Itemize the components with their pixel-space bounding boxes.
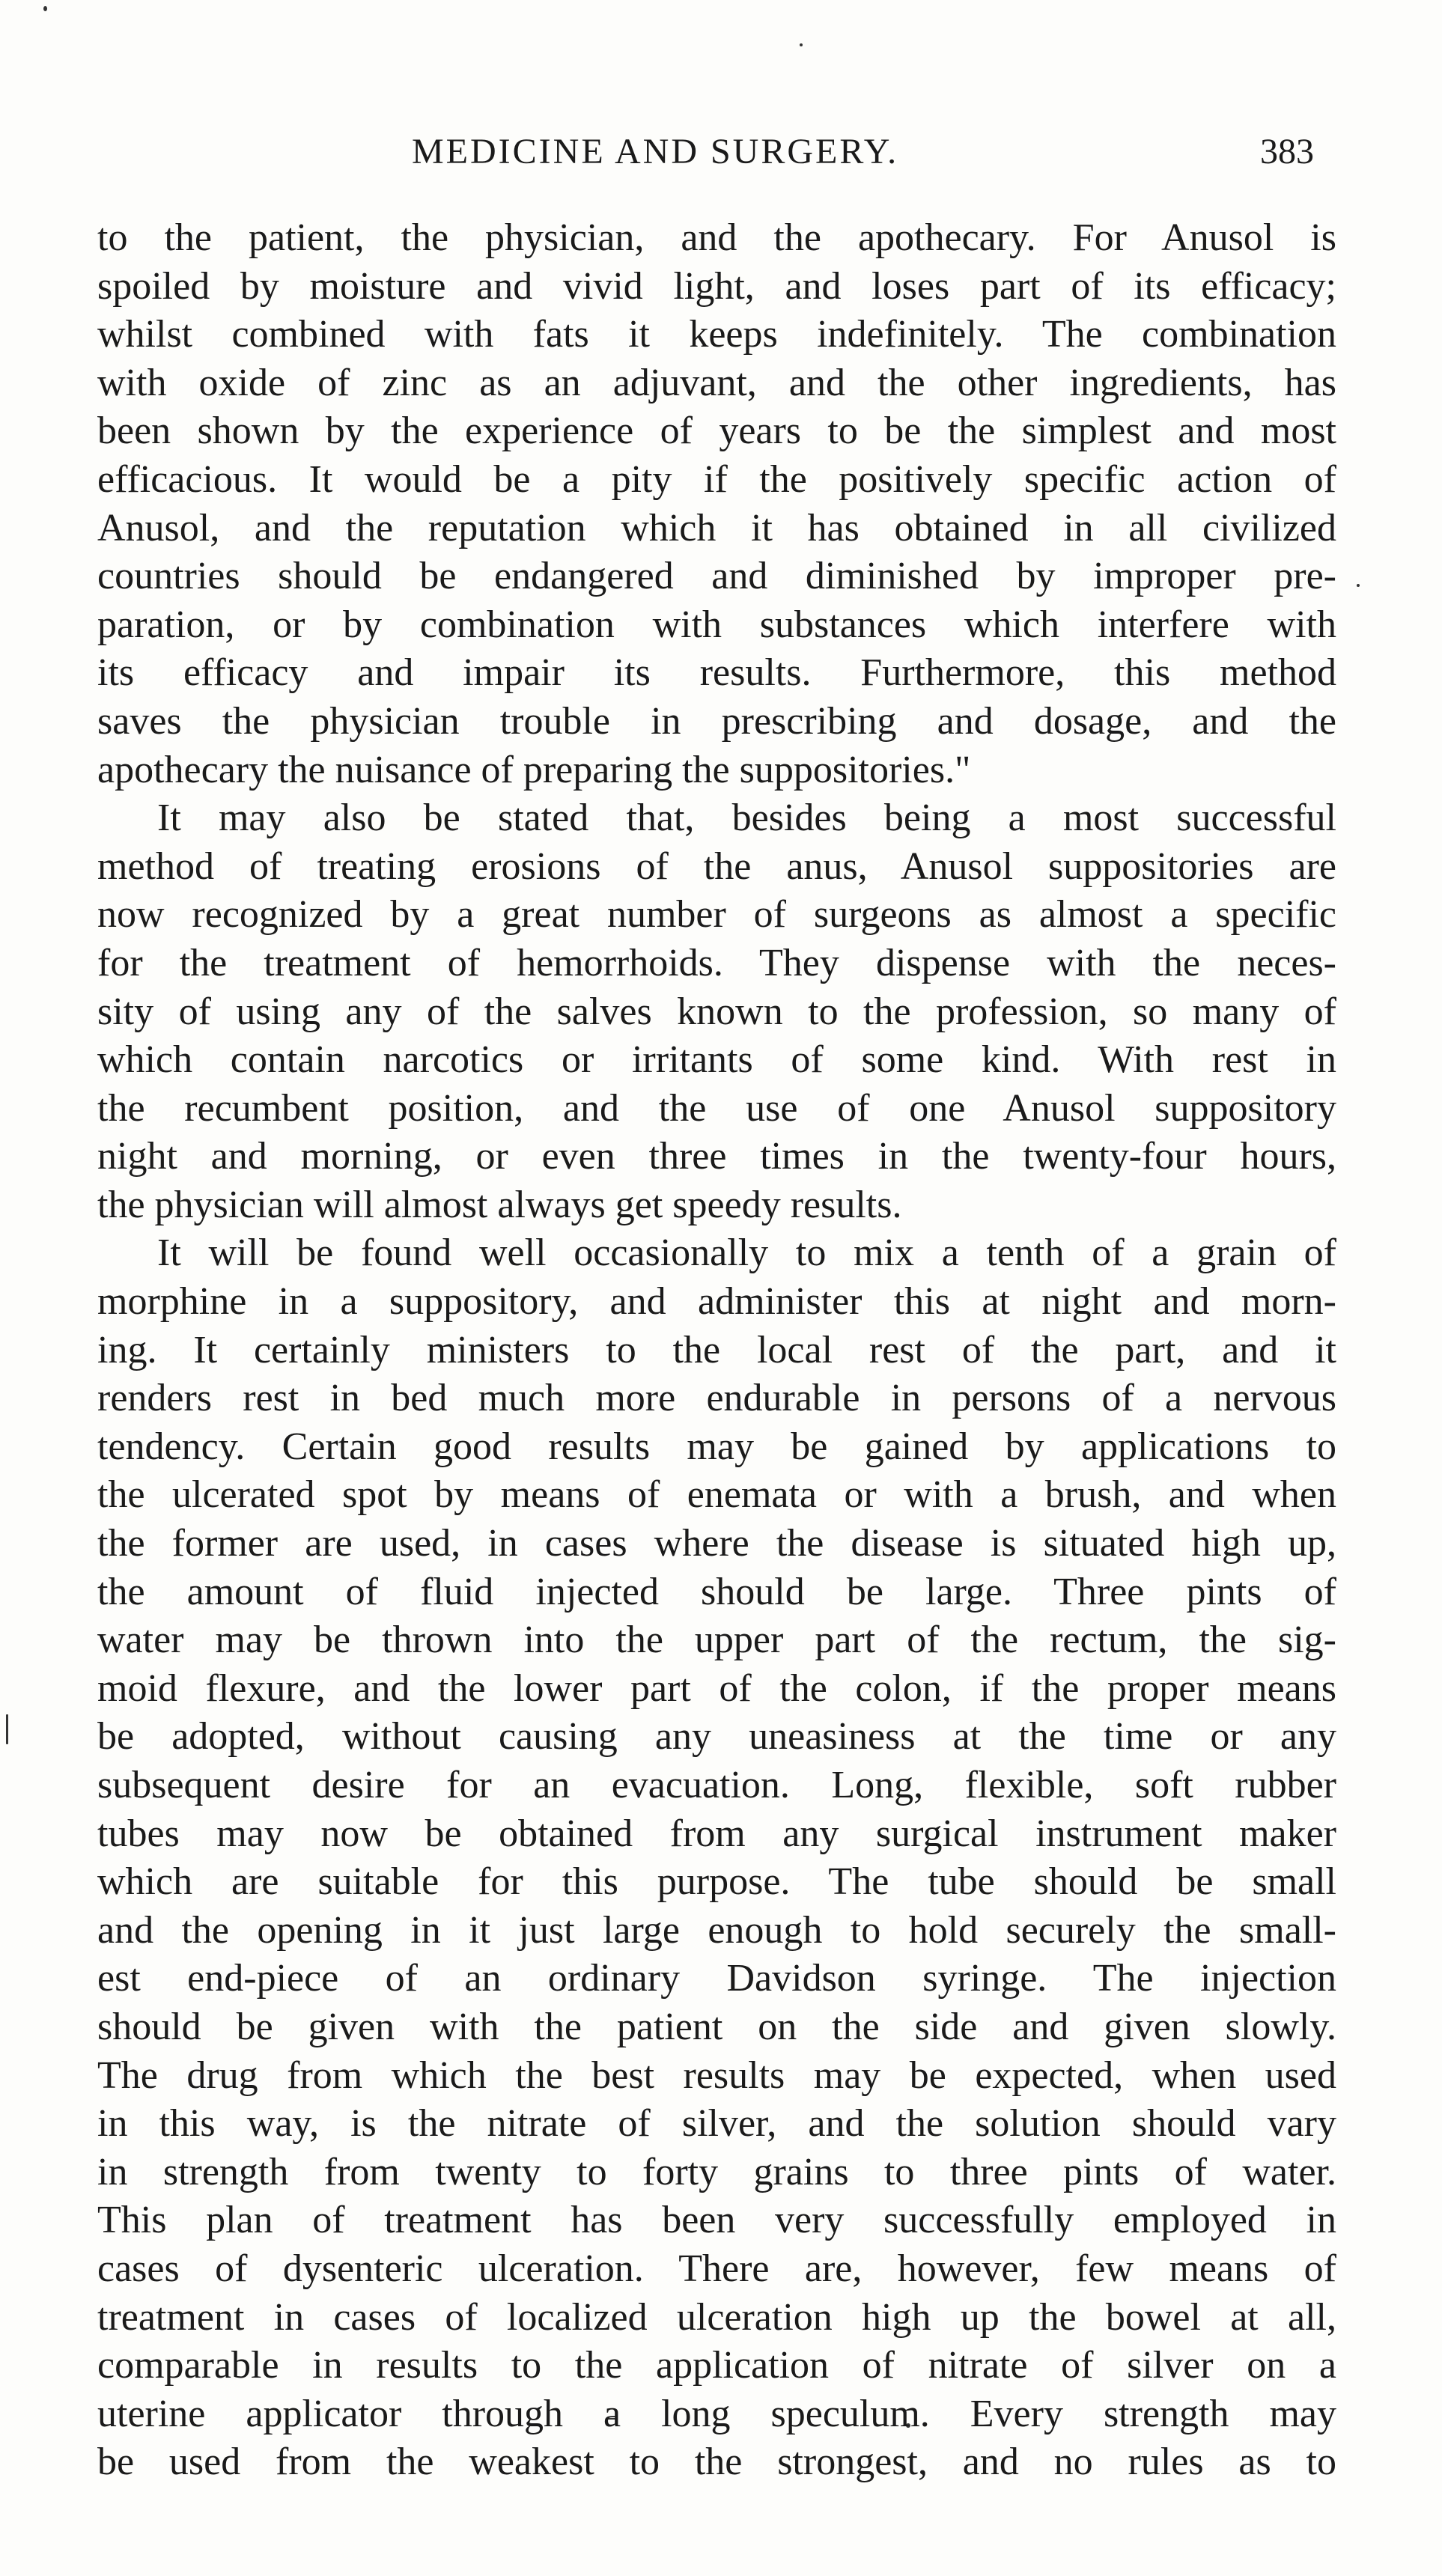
text-line: This plan of treatment has been very successfully employed in xyxy=(97,2199,1336,2242)
text-line: It may also be stated that, besides being a most successful xyxy=(157,797,1336,840)
text-line: should be given with the patient on the side and given slowly. xyxy=(97,2005,1336,2048)
text-line: est end-piece of an ordinary Davidson syringe. The injection xyxy=(97,1957,1336,2000)
text-line: water may be thrown into the upper part of the rectum, the sig- xyxy=(97,1619,1336,1662)
text-line: ing. It certainly ministers to the local rest of the part, and it xyxy=(97,1328,1336,1371)
text-line: Anusol, and the reputation which it has obtained in all civilized xyxy=(97,506,1336,549)
text-line: for the treatment of hemorrhoids. They dispense with the neces- xyxy=(97,941,1336,984)
text-line: which are suitable for this purpose. The tube should be small xyxy=(97,1860,1336,1904)
text-line: with oxide of zinc as an adjuvant, and the other ingredients, has xyxy=(97,361,1336,404)
text-line: now recognized by a great number of surgeons as almost a specific xyxy=(97,893,1336,937)
paragraph xyxy=(97,1229,1336,2486)
text-line: cases of dysenteric ulceration. There are, however, few means of xyxy=(97,2247,1336,2290)
text-line: The drug from which the best results may be expected, when used xyxy=(97,2053,1336,2097)
text-line: comparable in results to the application of nitrate of silver on a xyxy=(97,2344,1336,2387)
text-line: the physician will almost always get speedy results. xyxy=(97,1183,902,1226)
text-line: efficacious. It would be a pity if the positively specific action of xyxy=(97,457,1336,501)
text-line: sity of using any of the salves known to the profession, so many of xyxy=(97,990,1336,1033)
text-line: be adopted, without causing any uneasiness at the time or any xyxy=(97,1715,1336,1759)
text-line: saves the physician trouble in prescribing and dosage, and the xyxy=(97,699,1336,743)
text-line: whilst combined with fats it keeps indefinitely. The combination xyxy=(97,313,1336,356)
body-text xyxy=(97,214,1336,2487)
text-line: to the patient, the physician, and the apothecary. For Anusol is xyxy=(97,216,1336,259)
text-line: its efficacy and impair its results. Furthermore, this method xyxy=(97,651,1336,695)
text-line: been shown by the experience of years to be the simplest and most xyxy=(97,409,1336,453)
text-line: uterine applicator through a long speculum. Every strength may xyxy=(97,2392,1336,2435)
text-line: the recumbent position, and the use of one Anusol suppository xyxy=(97,1086,1336,1130)
text-line: which contain narcotics or irritants of some kind. With rest in xyxy=(97,1038,1336,1082)
text-line: in strength from twenty to forty grains to three pints of water. xyxy=(97,2150,1336,2193)
text-line: subsequent desire for an evacuation. Long, flexible, soft rubber xyxy=(97,1764,1336,1806)
text-line: the former are used, in cases where the disease is situated high up, xyxy=(97,1522,1336,1565)
running-title: MEDICINE AND SURGERY. xyxy=(412,132,899,171)
text-line: tendency. Certain good results may be gained by applications to xyxy=(97,1425,1336,1468)
scan-speck xyxy=(800,43,803,46)
text-line: method of treating erosions of the anus, Anusol suppositories are xyxy=(97,844,1336,888)
scan-speck xyxy=(6,1714,8,1744)
text-line: be used from the weakest to the strongest, and no rules as to xyxy=(97,2440,1336,2484)
scan-speck xyxy=(43,6,47,11)
text-line: apothecary the nuisance of preparing the suppositories." xyxy=(97,748,971,791)
running-head xyxy=(97,126,1336,178)
text-line: morphine in a suppository, and administer this at night and morn- xyxy=(97,1280,1336,1324)
text-line: tubes may now be obtained from any surgical instrument maker xyxy=(97,1812,1336,1855)
scan-speck xyxy=(1357,584,1360,587)
paragraph xyxy=(97,794,1336,1229)
text-line: spoiled by moisture and vivid light, and loses part of its efficacy; xyxy=(97,264,1336,308)
text-line: treatment in cases of localized ulceration high up the bowel at all, xyxy=(97,2295,1336,2339)
page-number: 383 xyxy=(1260,132,1314,171)
text-line: in this way, is the nitrate of silver, and the solution should vary xyxy=(97,2102,1336,2146)
text-line: countries should be endangered and diminished by improper pre- xyxy=(97,555,1336,598)
text-line: the amount of fluid injected should be large. Three pints of xyxy=(97,1570,1336,1613)
text-line: It will be found well occasionally to mix a tenth of a grain of xyxy=(157,1231,1336,1275)
text-line: moid flexure, and the lower part of the colon, if the proper means xyxy=(97,1666,1336,1710)
text-line: and the opening in it just large enough to hold securely the small- xyxy=(97,1908,1336,1952)
text-line: paration, or by combination with substances which interfere with xyxy=(97,603,1336,646)
paragraph xyxy=(97,214,1336,794)
text-line: night and morning, or even three times in the twenty-four hours, xyxy=(97,1135,1336,1178)
text-line: renders rest in bed much more endurable in persons of a nervous xyxy=(97,1377,1336,1420)
text-line: the ulcerated spot by means of enemata or with a brush, and when xyxy=(97,1473,1336,1517)
